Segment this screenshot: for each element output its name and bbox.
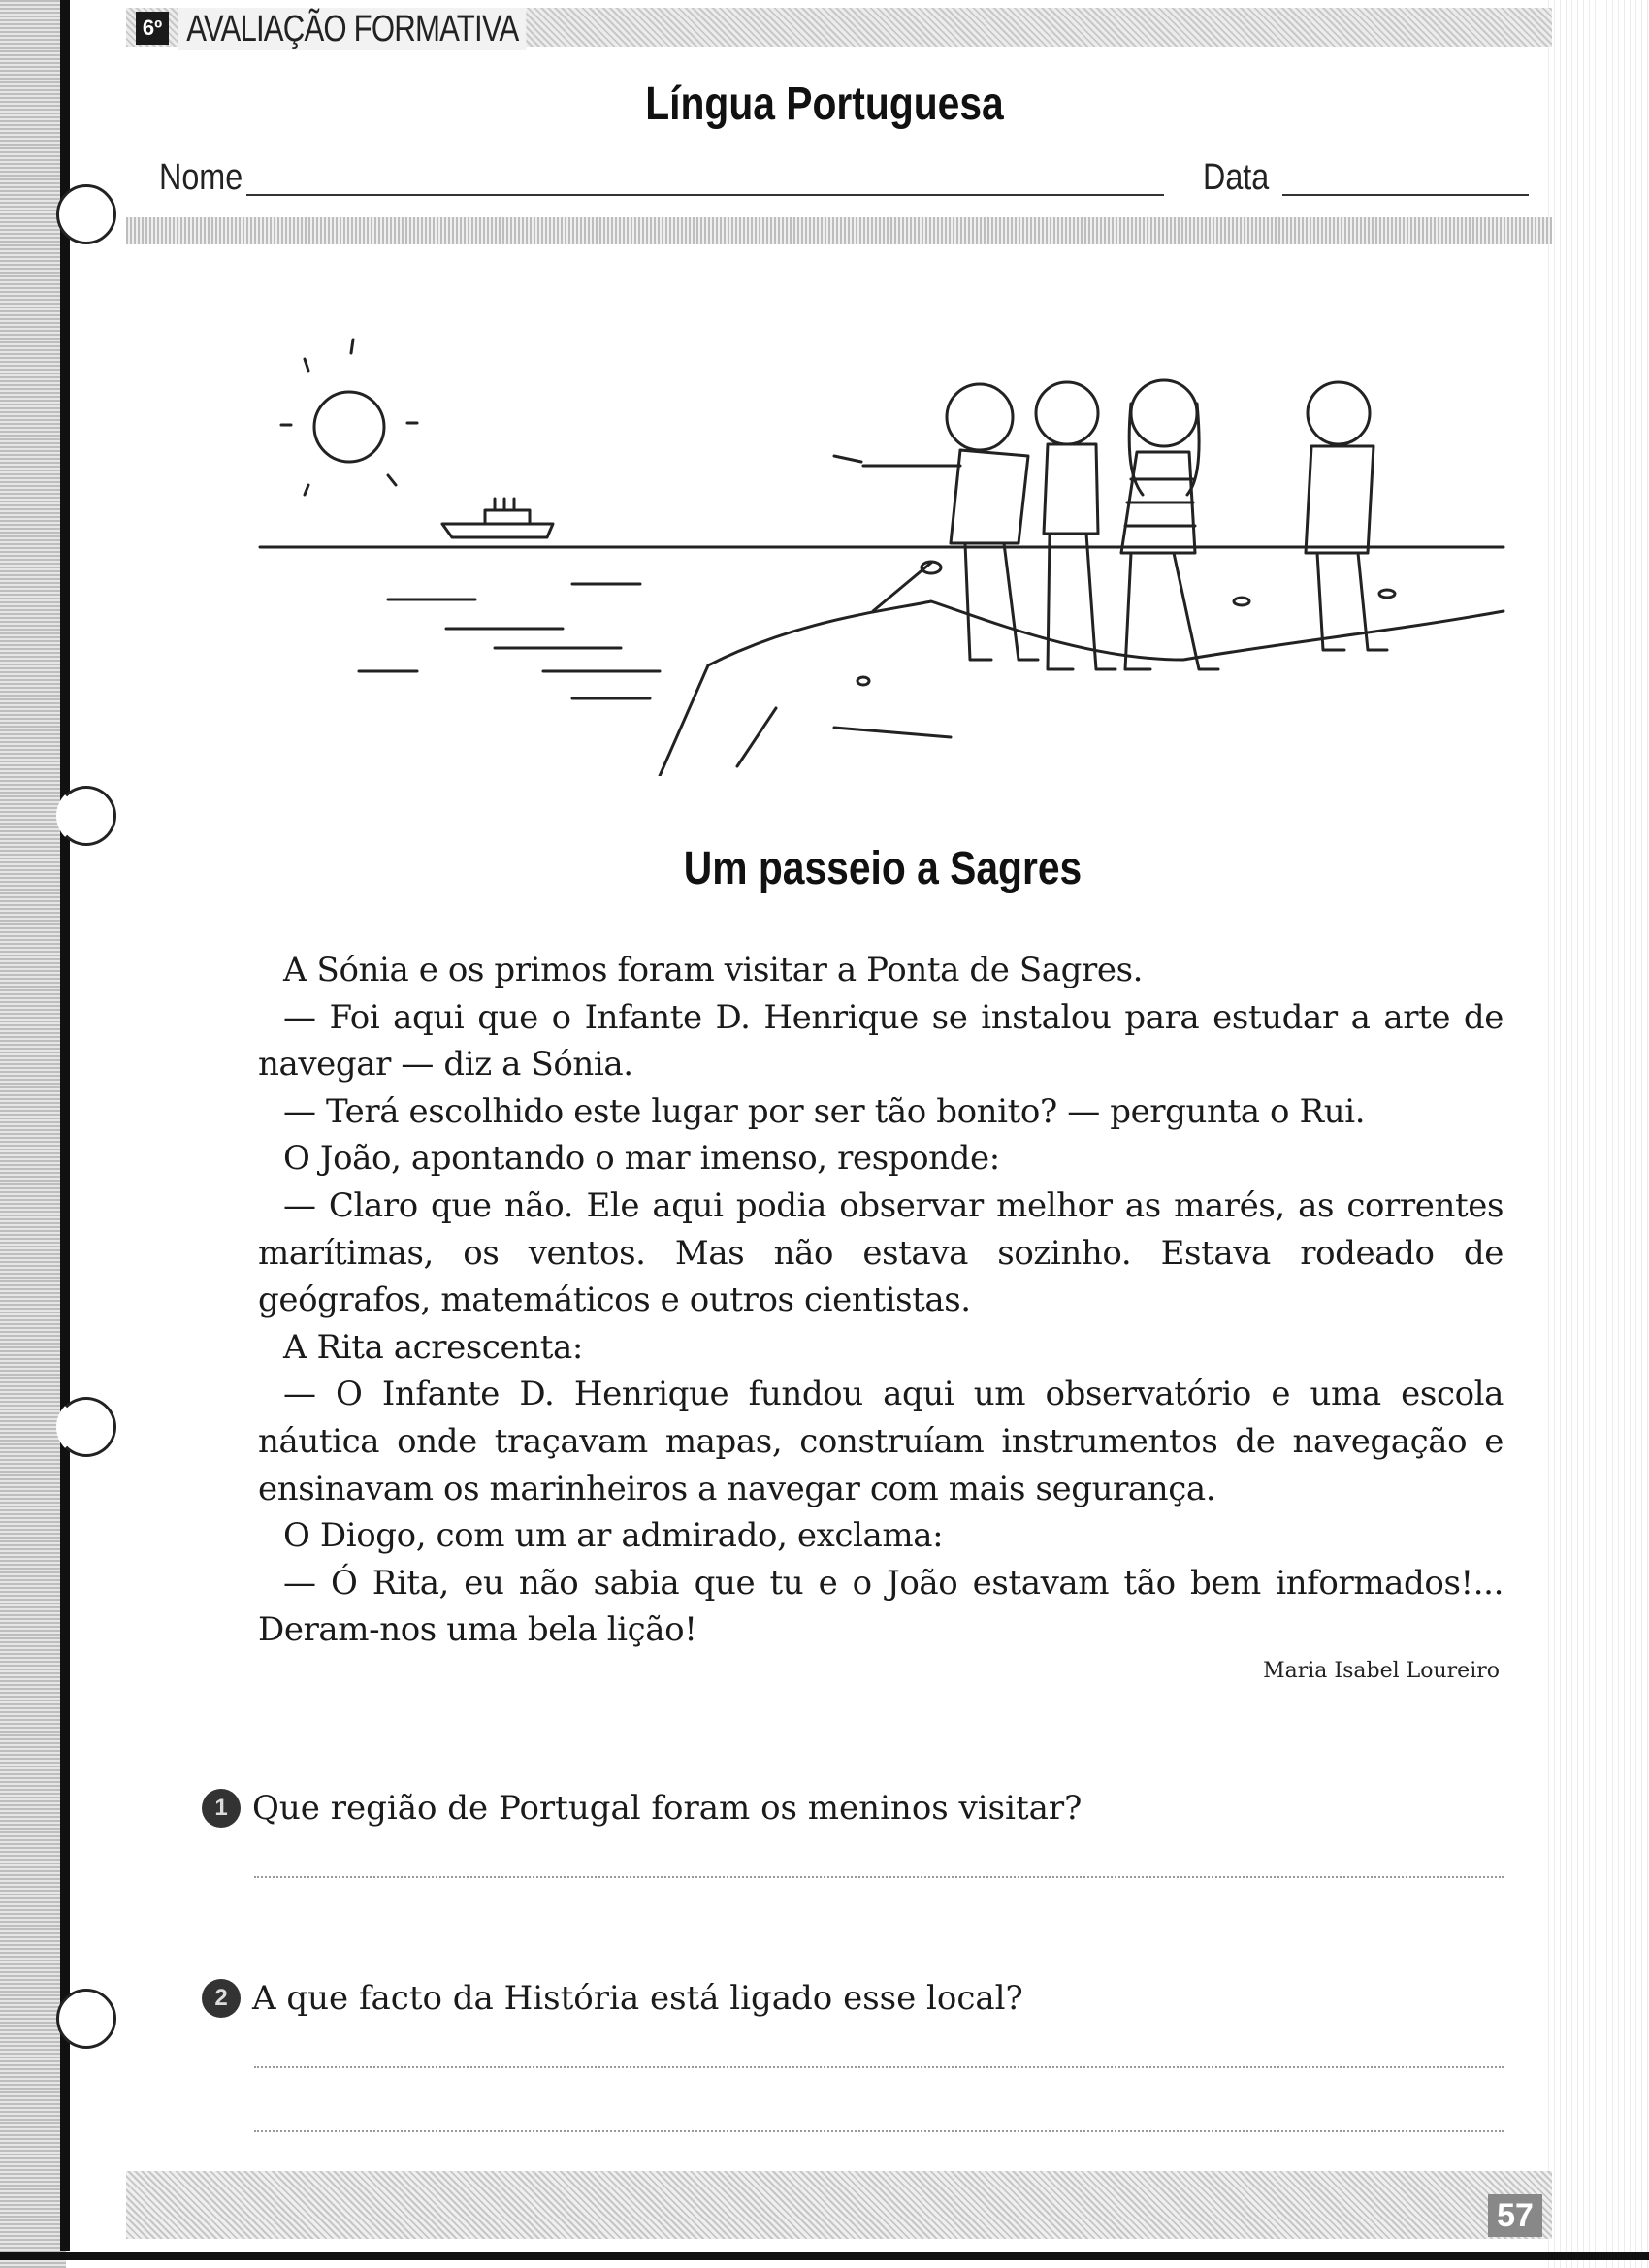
grade-badge: 6º — [136, 12, 169, 45]
story-paragraph: — O Infante D. Henrique fundou aqui um observatório e uma escola náutica onde traçavam mapas, construíam instrumentos de navegação e ensinavam os marinheiros a navegar com mais segurança. — [258, 1375, 1504, 1508]
answer-line[interactable] — [254, 2130, 1504, 2132]
page-number: 57 — [1488, 2194, 1542, 2237]
child-hands-pockets — [1306, 382, 1387, 650]
story-paragraph: — Terá escolhido este lugar por ser tão bonito? — pergunta o Rui. — [283, 1091, 1366, 1131]
banner-title: AVALIAÇÃO FORMATIVA — [178, 8, 527, 50]
sagres-illustration — [252, 320, 1513, 776]
binding-bar — [60, 0, 70, 2251]
name-field[interactable] — [246, 194, 1164, 196]
story-paragraph: — Ó Rita, eu não sabia que tu e o João estavam tão bem informados!... Deram-nos uma bela lição! — [258, 1563, 1504, 1650]
punch-hole — [56, 1989, 116, 2049]
date-field[interactable] — [1282, 194, 1529, 196]
child-second — [1036, 382, 1116, 669]
story-paragraph: — Foi aqui que o Infante D. Henrique se instalou para estudar a arte de navegar — diz a Sónia. — [258, 997, 1504, 1085]
punch-hole — [56, 1397, 116, 1457]
story-paragraph: A Sónia e os primos foram visitar a Ponta de Sagres. — [283, 951, 1144, 989]
story-paragraph: — Claro que não. Ele aqui podia observar melhor as marés, as correntes marítimas, os ventos. Mas não estava sozinho. Estava rodeado de geógrafos, matemáticos e outros cientistas. — [258, 1185, 1504, 1320]
cliff-outline — [660, 562, 1504, 776]
footer-band — [126, 2171, 1552, 2239]
question-number-badge: 2 — [202, 1979, 241, 2018]
story-paragraph: O João, apontando o mar imenso, responde: — [283, 1139, 1000, 1179]
sun-icon — [281, 340, 417, 495]
binding-strip — [0, 0, 66, 2268]
punch-hole — [56, 184, 116, 244]
child-pointing — [834, 384, 1038, 660]
ship-icon — [442, 499, 553, 537]
bottom-rule — [0, 2252, 1649, 2260]
girl-striped — [1121, 380, 1218, 669]
question-2 — [202, 1977, 1023, 2020]
date-label: Data — [1203, 157, 1270, 198]
answer-line[interactable] — [254, 1876, 1504, 1878]
scan-edge — [1548, 0, 1649, 2268]
question-text: A que facto da História está ligado esse local? — [252, 1979, 1023, 2018]
story-paragraph: A Rita acrescenta: — [283, 1327, 583, 1367]
story-title: Um passeio a Sagres — [683, 843, 1083, 894]
question-1 — [202, 1787, 1082, 1830]
question-number-badge: 1 — [202, 1789, 241, 1828]
header-band — [126, 217, 1552, 244]
punch-hole — [56, 786, 116, 846]
subject-title: Língua Portuguesa — [645, 79, 1004, 130]
story-author: Maria Isabel Loureiro — [1263, 1659, 1500, 1683]
story-text — [258, 947, 1504, 1654]
story-paragraph: O Diogo, com um ar admirado, exclama: — [283, 1516, 944, 1556]
name-label: Nome — [159, 157, 243, 198]
question-text: Que região de Portugal foram os meninos visitar? — [252, 1789, 1083, 1828]
answer-line[interactable] — [254, 2066, 1504, 2068]
